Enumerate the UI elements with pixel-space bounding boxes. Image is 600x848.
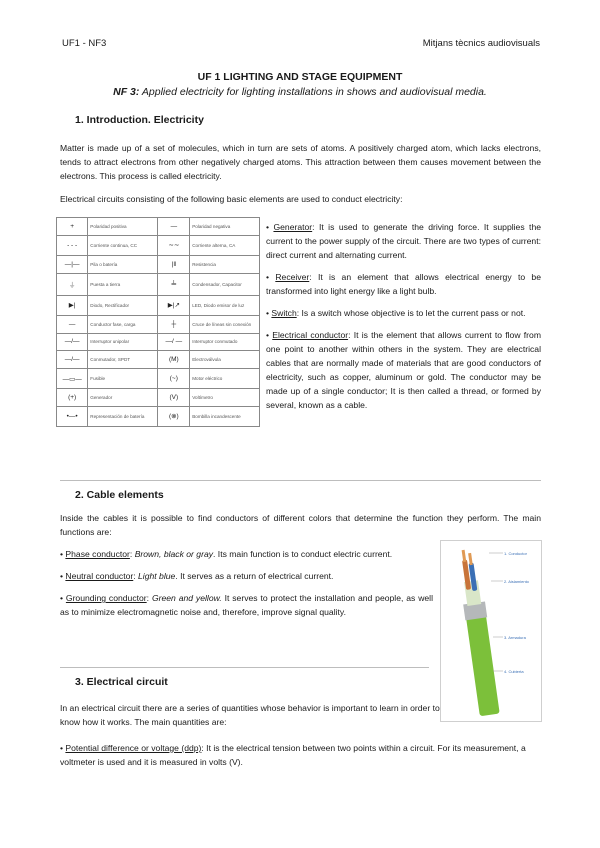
item-term: Grounding conductor xyxy=(65,593,147,603)
symbol-row xyxy=(57,255,260,273)
item-switch: • Switch: Is a switch whose objective is to let the current pass or not. xyxy=(266,308,526,318)
symbol-row xyxy=(57,351,260,369)
item-colors: Brown, black or gray xyxy=(134,549,214,559)
symbol-label: Interruptor conmutado xyxy=(190,333,260,351)
symbol-label: Resistencia xyxy=(190,255,260,273)
symbol-glyph: ▶| xyxy=(57,295,88,315)
symbol-glyph: (+) xyxy=(57,389,88,407)
symbol-label: Representación de batería xyxy=(88,406,158,426)
section3-intro: In an electrical circuit there are a series of quantities whose behavior is important to learn in order to know how it works. The main quantities are: xyxy=(60,703,440,727)
item-receiver: • Receiver: It is an element that allows electrical energy to be transformed into light energy like a light bulb. xyxy=(266,272,541,296)
item-text: : It is used to generate the driving force. It supplies the current to the power supply of the circuit. There are two types of current: direct current and alternating current. xyxy=(266,222,541,260)
symbol-row xyxy=(57,389,260,407)
symbol-label: Generador xyxy=(88,389,158,407)
symbol-glyph: —|— xyxy=(57,255,88,273)
symbol-glyph: ⏚ xyxy=(57,273,88,295)
section2-heading: 2. Cable elements xyxy=(75,489,164,501)
cable-outer-sheath xyxy=(466,614,500,716)
symbol-glyph: (M) xyxy=(158,351,190,369)
symbol-label: Polaridad positiva xyxy=(88,218,158,236)
item-term: Receiver xyxy=(275,272,310,282)
symbol-label: Corriente continua, CC xyxy=(88,235,158,255)
cable-label: 1. Conductor xyxy=(504,551,527,556)
item-text: : It is an element that allows electrical energy to be transformed into light energy like a light bulb. xyxy=(266,272,541,296)
symbol-table xyxy=(56,217,260,427)
symbol-label: Interruptor unipolar xyxy=(88,333,158,351)
item-term: Neutral conductor xyxy=(65,571,134,581)
section1-para2: Electrical circuits consisting of the following basic elements are used to conduct electricity: xyxy=(60,194,403,204)
symbol-glyph: |‖ xyxy=(158,255,190,273)
item-text: : It is the element that allows current to flow from one point to another within others in the system. They are electrical cables that are normally made of materials that are good conductors of electricity, such as copper, aluminum or gold. The conductor may be made up of a single conductor; It is then called a thread, or formed by several, known as a cable. xyxy=(266,330,541,410)
symbol-row xyxy=(57,333,260,351)
symbol-glyph: —▭— xyxy=(57,369,88,389)
symbol-glyph: —/ — xyxy=(158,333,190,351)
symbol-glyph: (~) xyxy=(158,369,190,389)
divider xyxy=(60,480,541,481)
item-term: Switch xyxy=(271,308,297,318)
symbol-label: Diodo, Rectificador xyxy=(88,295,158,315)
symbol-row xyxy=(57,295,260,315)
symbol-label: LED, Diodo emisor de luz xyxy=(190,295,260,315)
symbol-label: Bombilla incandescente xyxy=(190,406,260,426)
symbol-glyph: - - - xyxy=(57,235,88,255)
cable-label: 2. Aislamiento xyxy=(504,579,529,584)
copper-core xyxy=(468,553,473,565)
symbol-glyph: (⊗) xyxy=(158,406,190,426)
cable-illustration xyxy=(440,540,542,722)
item-generator: • Generator: It is used to generate the driving force. It supplies the current to the power supply of the circuit. There are two types of current: direct current and alternating current. xyxy=(266,222,541,260)
item-term: Generator xyxy=(273,222,313,232)
symbol-glyph: + xyxy=(57,218,88,236)
symbol-glyph: •—• xyxy=(57,406,88,426)
item-colors: Light blue xyxy=(138,571,176,581)
item-conductor: • Electrical conductor: It is the element that allows current to flow from one point to another within others in the system. They are electrical cables that are normally made of materials that are good conductors of electricity, such as copper, aluminum or gold. The conductor may be made up of a single conductor; It is then called a thread, or formed by several, known as a cable. xyxy=(266,330,541,410)
item-text: . It serves as a return of electrical current. xyxy=(175,571,334,581)
symbol-label: Motor eléctrico xyxy=(190,369,260,389)
section3-heading: 3. Electrical circuit xyxy=(75,676,168,688)
symbol-glyph: — xyxy=(158,218,190,236)
header-left: UF1 - NF3 xyxy=(62,38,107,49)
symbol-label: Cruce de líneas sin conexión xyxy=(190,315,260,333)
item-neutral: • Neutral conductor: Light blue. It serves as a return of electrical current. xyxy=(60,571,334,581)
cable-drawing xyxy=(441,541,541,721)
cable-label: 3. Armadura xyxy=(504,635,526,640)
section1-heading: 1. Introduction. Electricity xyxy=(75,114,204,126)
section2-intro: Inside the cables it is possible to find conductors of different colors that determine the function they perform. The main functions are: xyxy=(60,513,541,537)
item-phase: • Phase conductor: Brown, black or gray. Its main function is to conduct electric current. xyxy=(60,549,393,559)
symbol-glyph: —/— xyxy=(57,351,88,369)
symbol-glyph: ∼∼ xyxy=(158,235,190,255)
item-text: : It is the electrical tension between two points within a circuit. For its measurement, a voltmeter is used and it is measured in volts (V). xyxy=(60,743,526,767)
symbol-label: Corriente alterna, CA xyxy=(190,235,260,255)
section3-item: • Potential difference or voltage (ddp): It is the electrical tension between two points within a circuit. For its measurement, a voltmeter is used and it is measured in volts (V). xyxy=(60,743,526,767)
section1-items xyxy=(266,220,541,412)
symbol-glyph: (V) xyxy=(158,389,190,407)
symbol-row xyxy=(57,235,260,255)
symbol-row xyxy=(57,218,260,236)
symbol-glyph: ╧ xyxy=(158,273,190,295)
item-grounding: • Grounding conductor: Green and yellow. It serves to protect the installation and people, as well as to minimize electromagnetic noise and, therefore, improve signal quality. xyxy=(60,593,434,617)
symbol-row xyxy=(57,406,260,426)
symbol-glyph: —/— xyxy=(57,333,88,351)
symbol-glyph: ▶|↗ xyxy=(158,295,190,315)
item-term: Potential difference or voltage (ddp) xyxy=(65,743,202,753)
item-colors: Green and yellow. xyxy=(151,593,222,603)
symbol-label: Pila o batería xyxy=(88,255,158,273)
item-term: Electrical conductor xyxy=(272,330,349,340)
symbol-label: Conductor fase, carga xyxy=(88,315,158,333)
symbol-label: Electroválvula xyxy=(190,351,260,369)
document-subtitle xyxy=(0,86,600,98)
symbol-glyph: — xyxy=(57,315,88,333)
item-text: . Its main function is to conduct electric current. xyxy=(213,549,393,559)
symbol-label: Voltímetro xyxy=(190,389,260,407)
symbol-row xyxy=(57,273,260,295)
symbol-label: Conmutador, SPDT xyxy=(88,351,158,369)
section2-items xyxy=(60,547,433,619)
section1-para1: Matter is made up of a set of molecules, which in turn are sets of atoms. A positively charged atom, which lacks electrons, tends to attract electrons from other negatively charged atoms. This attraction between them causes movement between the electrons. This process is called electricity. xyxy=(60,143,541,181)
symbol-glyph: ┼ xyxy=(158,315,190,333)
symbol-label: Puesta a tierra xyxy=(88,273,158,295)
symbol-label: Polaridad negativa xyxy=(190,218,260,236)
cable-label: 4. Cubierta xyxy=(504,669,524,674)
symbol-row xyxy=(57,315,260,333)
subtitle-text: Applied electricity for lighting installations in shows and audiovisual media. xyxy=(139,86,487,98)
divider xyxy=(60,667,429,668)
item-text: It serves to protect the installation and people, as well as to minimize electromagnetic noise and, therefore, improve signal quality. xyxy=(60,593,434,617)
document-title: UF 1 LIGHTING AND STAGE EQUIPMENT xyxy=(197,71,403,83)
item-text: : Is a switch whose objective is to let the current pass or not. xyxy=(296,308,526,318)
symbol-row xyxy=(57,369,260,389)
header-right: Mitjans tècnics audiovisuals xyxy=(422,38,540,49)
symbol-table-grid xyxy=(56,217,260,427)
symbol-label: Fusible xyxy=(88,369,158,389)
subtitle-label: NF 3: xyxy=(113,86,140,98)
symbol-label: Condensador, Capacitor xyxy=(190,273,260,295)
copper-core xyxy=(462,550,467,562)
item-term: Phase conductor xyxy=(65,549,130,559)
